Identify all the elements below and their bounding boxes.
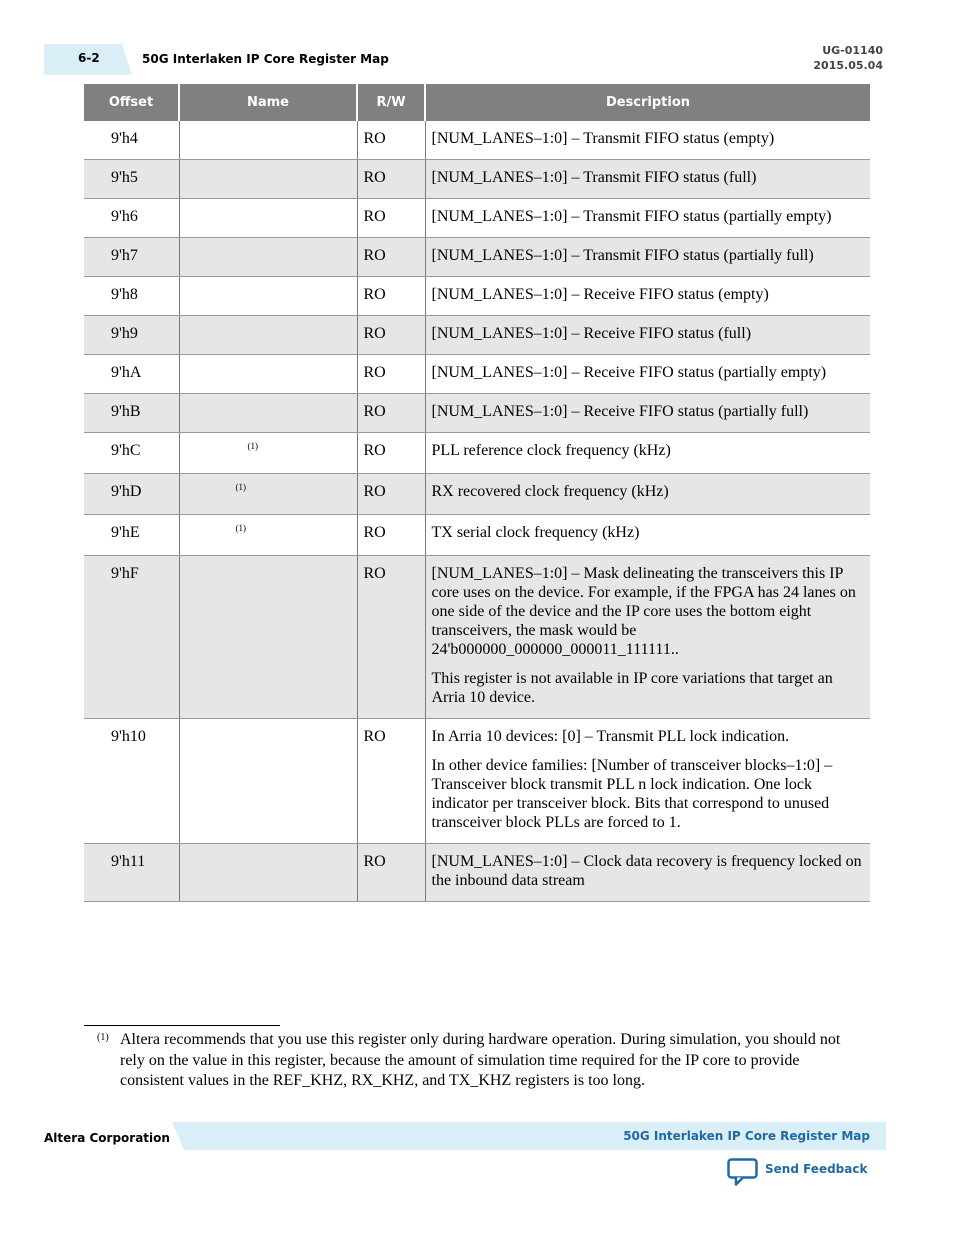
cell-offset: 9'h11 <box>84 844 179 902</box>
cell-rw: RO <box>357 238 425 277</box>
cell-rw: RO <box>357 277 425 316</box>
cell-name <box>179 160 357 199</box>
cell-name <box>179 556 357 719</box>
page-number: 6-2 <box>78 51 100 65</box>
description-paragraph: In Arria 10 devices: [0] – Transmit PLL lock indication. <box>431 728 790 745</box>
register-table-body <box>84 121 870 902</box>
cell-offset: 9'h5 <box>84 160 179 199</box>
cell-name <box>179 355 357 394</box>
description-paragraph: PLL reference clock frequency (kHz) <box>431 442 671 459</box>
description-paragraph: In other device families: [Number of transceiver blocks–1:0] – Transceiver block transmit PLL n lock indication. One lock indicator per transceiver block. Bits that correspond to unused transceiver block PLLs are forced to 1. <box>431 757 833 831</box>
cell-description <box>425 160 870 199</box>
cell-offset: 9'h9 <box>84 316 179 355</box>
description-paragraph: This register is not available in IP core variations that target an Arria 10 device. <box>431 670 833 706</box>
cell-name <box>179 121 357 160</box>
cell-offset: 9'h8 <box>84 277 179 316</box>
cell-name <box>179 238 357 277</box>
register-table <box>84 84 870 902</box>
cell-description <box>425 277 870 316</box>
cell-offset: 9'h4 <box>84 121 179 160</box>
footnote-ref[interactable]: (1) <box>247 441 258 451</box>
cell-rw: RO <box>357 474 425 515</box>
footnote-rule <box>84 1025 280 1026</box>
cell-offset: 9'hF <box>84 556 179 719</box>
send-feedback-link[interactable]: Send Feedback <box>765 1162 868 1176</box>
cell-rw: RO <box>357 121 425 160</box>
footnote-mark: (1) <box>97 1032 109 1043</box>
cell-name <box>179 199 357 238</box>
cell-offset: 9'h10 <box>84 719 179 844</box>
col-offset: Offset <box>84 84 179 121</box>
description-paragraph: [NUM_LANES–1:0] – Mask delineating the transceivers this IP core uses on the device. For example, if the FPGA has 24 lanes on one side of the device and the IP core uses the bottom eight transceivers, the mask would be 24'b000000_000000_000011_111111.. <box>431 565 856 658</box>
table-row <box>84 277 870 316</box>
footer-section-link[interactable]: 50G Interlaken IP Core Register Map <box>623 1129 870 1143</box>
cell-description <box>425 844 870 902</box>
table-row <box>84 394 870 433</box>
cell-description <box>425 316 870 355</box>
description-paragraph: [NUM_LANES–1:0] – Clock data recovery is frequency locked on the inbound data stream <box>431 853 862 889</box>
footnote-text: Altera recommends that you use this register only during hardware operation. During simulation, you should not rely on the value in this register, because the amount of simulation time required for the IP core to provide consistent values in the REF_KHZ, RX_KHZ, and TX_KHZ registers is too long. <box>120 1031 841 1089</box>
description-paragraph: [NUM_LANES–1:0] – Transmit FIFO status (empty) <box>431 130 775 147</box>
cell-description <box>425 474 870 515</box>
cell-rw: RO <box>357 199 425 238</box>
doc-id: UG-01140 <box>822 44 883 57</box>
description-paragraph: TX serial clock frequency (kHz) <box>431 524 640 541</box>
cell-offset: 9'hC <box>84 433 179 474</box>
cell-name <box>179 433 357 474</box>
cell-description <box>425 394 870 433</box>
col-name: Name <box>179 84 357 121</box>
footnote-ref[interactable]: (1) <box>235 523 246 533</box>
cell-description <box>425 121 870 160</box>
col-rw: R/W <box>357 84 425 121</box>
cell-name <box>179 515 357 556</box>
table-row <box>84 316 870 355</box>
cell-rw: RO <box>357 719 425 844</box>
cell-rw: RO <box>357 556 425 719</box>
cell-description <box>425 238 870 277</box>
section-title: 50G Interlaken IP Core Register Map <box>142 52 389 66</box>
cell-rw: RO <box>357 316 425 355</box>
cell-description <box>425 433 870 474</box>
cell-offset: 9'h6 <box>84 199 179 238</box>
cell-offset: 9'hE <box>84 515 179 556</box>
table-row <box>84 515 870 556</box>
table-row <box>84 474 870 515</box>
cell-rw: RO <box>357 394 425 433</box>
cell-offset: 9'h7 <box>84 238 179 277</box>
cell-rw: RO <box>357 515 425 556</box>
cell-description <box>425 355 870 394</box>
cell-rw: RO <box>357 160 425 199</box>
table-row <box>84 238 870 277</box>
description-paragraph: [NUM_LANES–1:0] – Receive FIFO status (empty) <box>431 286 769 303</box>
description-paragraph: [NUM_LANES–1:0] – Transmit FIFO status (full) <box>431 169 757 186</box>
table-row <box>84 844 870 902</box>
col-description: Description <box>425 84 870 121</box>
cell-description <box>425 556 870 719</box>
cell-description <box>425 199 870 238</box>
description-paragraph: [NUM_LANES–1:0] – Transmit FIFO status (partially full) <box>431 247 814 264</box>
cell-name <box>179 474 357 515</box>
cell-rw: RO <box>357 355 425 394</box>
cell-name <box>179 316 357 355</box>
table-row <box>84 433 870 474</box>
table-row <box>84 199 870 238</box>
footnote-ref[interactable]: (1) <box>235 482 246 492</box>
cell-offset: 9'hB <box>84 394 179 433</box>
cell-name <box>179 277 357 316</box>
table-row <box>84 160 870 199</box>
table-row <box>84 556 870 719</box>
table-row <box>84 719 870 844</box>
description-paragraph: [NUM_LANES–1:0] – Transmit FIFO status (partially empty) <box>431 208 832 225</box>
cell-offset: 9'hD <box>84 474 179 515</box>
cell-rw: RO <box>357 844 425 902</box>
description-paragraph: [NUM_LANES–1:0] – Receive FIFO status (partially empty) <box>431 364 827 381</box>
cell-rw: RO <box>357 433 425 474</box>
description-paragraph: [NUM_LANES–1:0] – Receive FIFO status (partially full) <box>431 403 809 420</box>
company-name: Altera Corporation <box>44 1131 170 1145</box>
cell-description <box>425 515 870 556</box>
table-row <box>84 355 870 394</box>
table-row <box>84 121 870 160</box>
cell-name <box>179 394 357 433</box>
cell-description <box>425 719 870 844</box>
cell-name <box>179 719 357 844</box>
feedback-icon[interactable] <box>727 1158 759 1186</box>
table-header-row <box>84 84 870 121</box>
description-paragraph: [NUM_LANES–1:0] – Receive FIFO status (full) <box>431 325 752 342</box>
cell-offset: 9'hA <box>84 355 179 394</box>
description-paragraph: RX recovered clock frequency (kHz) <box>431 483 669 500</box>
doc-date: 2015.05.04 <box>813 59 883 72</box>
cell-name <box>179 844 357 902</box>
doc-meta <box>813 43 883 73</box>
